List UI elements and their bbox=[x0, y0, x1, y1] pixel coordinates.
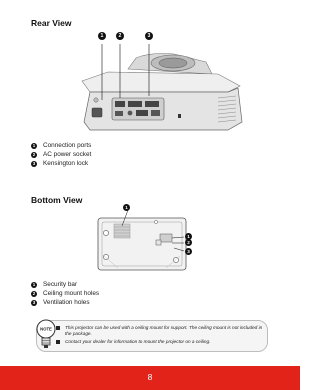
legend-label: AC power socket bbox=[43, 151, 92, 158]
note-badge: NOTE bbox=[40, 326, 52, 332]
legend-item bbox=[31, 141, 91, 150]
legend-label: Ventilation holes bbox=[43, 299, 90, 306]
bullet-icon bbox=[56, 326, 60, 330]
bottom-legend bbox=[31, 280, 99, 307]
rear-callout-3: 3 bbox=[145, 32, 153, 40]
rear-view-heading: Rear View bbox=[31, 18, 72, 28]
legend-label: Kensington lock bbox=[43, 160, 89, 167]
rear-view-illustration bbox=[78, 36, 248, 136]
legend-label: Ceiling mount holes bbox=[43, 290, 100, 297]
rear-callout-2: 2 bbox=[116, 32, 124, 40]
bottom-view-illustration bbox=[96, 210, 196, 272]
note-item bbox=[56, 325, 264, 336]
legend-number: 3 bbox=[32, 300, 36, 305]
legend-item bbox=[31, 289, 99, 298]
note-text bbox=[56, 325, 264, 348]
footer-bar bbox=[0, 366, 300, 390]
legend-item bbox=[31, 280, 99, 289]
bottom-view-heading: Bottom View bbox=[31, 195, 83, 205]
note-line-text: Contact your dealer for information to mount the projector on a ceiling. bbox=[65, 339, 211, 345]
legend-number: 1 bbox=[32, 282, 36, 287]
note-lightbulb-icon bbox=[36, 317, 56, 351]
bottom-callout-1: 1 bbox=[123, 204, 130, 211]
legend-number: 2 bbox=[32, 152, 36, 157]
bottom-callout-2: 2 bbox=[185, 239, 192, 246]
legend-item bbox=[31, 150, 91, 159]
legend-number: 1 bbox=[32, 143, 36, 148]
bottom-callout-1b: 1 bbox=[185, 233, 192, 240]
legend-item bbox=[31, 159, 91, 168]
rear-legend bbox=[31, 141, 91, 168]
legend-number: 3 bbox=[32, 161, 36, 166]
rear-callout-1: 1 bbox=[98, 32, 106, 40]
bottom-callout-3: 3 bbox=[185, 248, 192, 255]
legend-number: 2 bbox=[32, 291, 36, 296]
legend-label: Connection ports bbox=[43, 142, 92, 149]
page-number: 8 bbox=[147, 372, 153, 382]
note-line-text: This projector can be used with a ceiling mount for support. The ceiling mount is not included in the package. bbox=[65, 325, 263, 336]
note-item bbox=[56, 339, 264, 345]
bullet-icon bbox=[56, 340, 60, 344]
legend-item bbox=[31, 298, 99, 307]
legend-label: Security bar bbox=[43, 281, 78, 288]
